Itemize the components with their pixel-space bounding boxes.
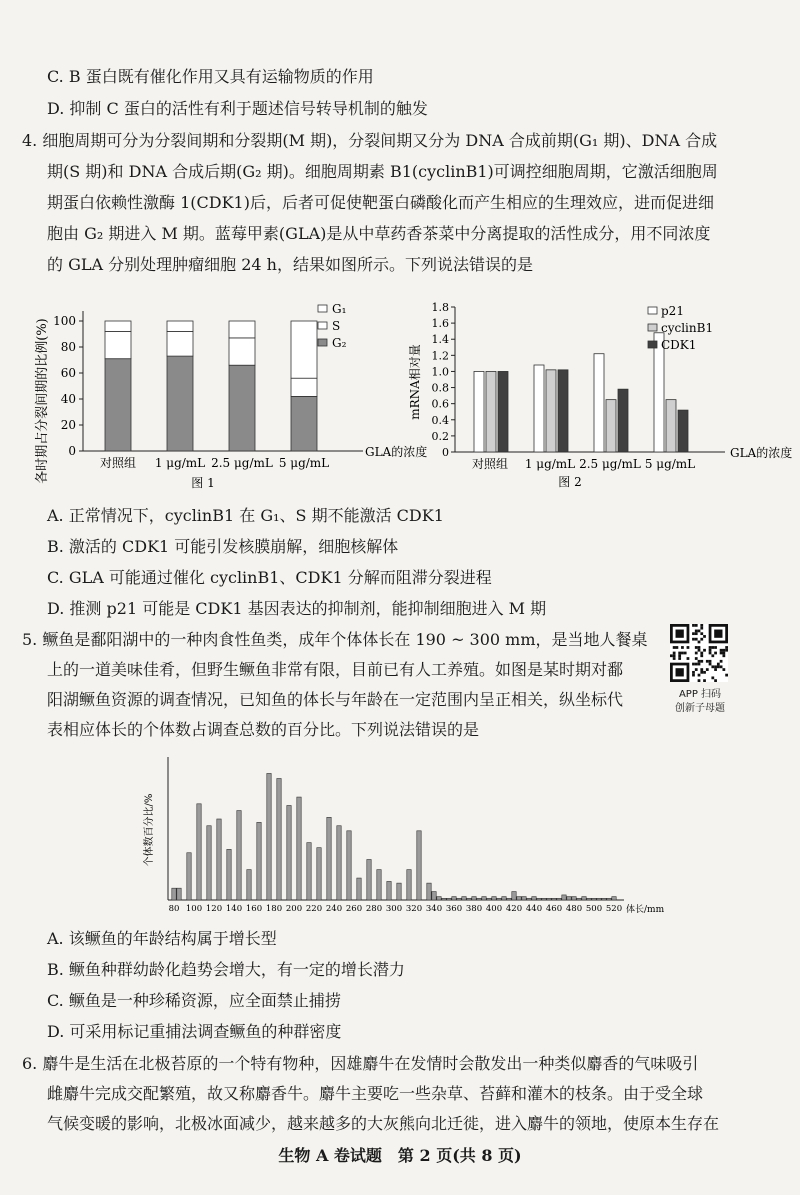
- q4-stem-line-1: 4. 细胞周期可分为分裂间期和分裂期(M 期)，分裂间期又分为 DNA 合成前期(G₁ 期)、DNA 合成: [22, 131, 718, 150]
- qr-module: [687, 657, 690, 660]
- qr-module: [692, 671, 695, 674]
- fig1-y-tick-label: 40: [60, 392, 76, 406]
- fig3-bar: [497, 898, 501, 900]
- fig3-bar: [507, 898, 511, 900]
- fig2-y-tick-label: 0.8: [431, 381, 449, 395]
- fig1-y-tick-label: 20: [60, 418, 76, 432]
- fig2-y-tick-label: 0: [442, 446, 449, 459]
- fig1-x-tick-label: 5 μg/mL: [278, 456, 330, 470]
- fig3-bar: [427, 883, 431, 900]
- qr-module: [706, 668, 709, 671]
- qr-module: [700, 632, 703, 635]
- fig3-bar: [562, 895, 566, 900]
- fig2-bar-cyclinB1: [666, 400, 676, 452]
- qr-module: [692, 632, 695, 635]
- qr-module: [681, 652, 684, 655]
- qr-module: [698, 679, 701, 682]
- qr-module: [720, 652, 723, 655]
- fig3-bar: [387, 881, 391, 900]
- qr-module: [714, 668, 717, 671]
- fig3-bar: [217, 819, 221, 900]
- q6-stem-line-3: 气候变暖的影响，北极冰面减少，越来越多的大灰熊向北迁徙，进入麝牛的领地，使原本生存在: [47, 1114, 720, 1133]
- fig3-bar: [597, 898, 601, 900]
- qr-module: [698, 674, 701, 677]
- fig3-bar: [557, 898, 561, 900]
- fig1-x-tick-label: 1 μg/mL: [154, 456, 206, 470]
- q5-option-b: B. 鳜鱼种群幼龄化趋势会增大，有一定的增长潜力: [47, 960, 405, 979]
- fig1-bar-S: [229, 338, 255, 365]
- page-footer: 生物 A 卷试题 第 2 页(共 8 页): [278, 1146, 522, 1165]
- fig3-bar: [592, 898, 596, 900]
- fig3-x-tick-label: 320: [405, 904, 423, 914]
- fig1-bar-S: [167, 331, 193, 356]
- fig3-bar: [537, 898, 541, 900]
- fig3-bar: [277, 779, 281, 901]
- qr-module: [709, 660, 712, 663]
- qr-module: [700, 660, 703, 663]
- fig1-y-tick-label: 80: [60, 340, 76, 354]
- qr-module: [695, 630, 698, 633]
- fig1-y-tick-label: 100: [53, 314, 76, 328]
- qr-module: [714, 665, 717, 668]
- qr-module: [695, 638, 698, 641]
- fig3-bar: [602, 898, 606, 900]
- fig3-x-label: 体长/mm: [626, 905, 665, 915]
- qr-code-icon[interactable]: [670, 624, 728, 682]
- fig3-bar: [247, 870, 251, 900]
- qr-module: [700, 627, 703, 630]
- fig3-y-label: 个体数百分比/%: [144, 793, 155, 867]
- qr-module: [673, 657, 676, 660]
- fig2-legend-label: cyclinB1: [661, 321, 714, 335]
- fig2-legend-swatch: [648, 324, 657, 331]
- fig3-bar: [267, 773, 271, 900]
- fig3-bar: [377, 870, 381, 900]
- qr-module: [725, 674, 728, 677]
- fig3-bar: [607, 898, 611, 900]
- fig3-bar: [397, 883, 401, 900]
- fig1-legend-label: S: [332, 319, 341, 333]
- qr-module: [720, 660, 723, 663]
- fig3-bar: [472, 897, 476, 900]
- fig3-bar: [177, 888, 181, 900]
- fig3-bar: [432, 892, 436, 900]
- fig1-x-tick-label: 对照组: [99, 456, 137, 470]
- qr-module: [678, 657, 681, 660]
- fig2-bar-CDK1: [678, 410, 688, 452]
- fig1-x-tick-label: 2.5 μg/mL: [211, 456, 273, 470]
- fig3-x-tick-label: 340: [425, 904, 443, 914]
- qr-module: [711, 665, 714, 668]
- qr-module: [687, 646, 690, 649]
- fig1-y-tick-label: 60: [60, 366, 76, 380]
- fig3-x-tick-label: 520: [605, 904, 623, 914]
- fig3-x-tick-label: 360: [445, 904, 463, 914]
- q5-option-c: C. 鳜鱼是一种珍稀资源，应全面禁止捕捞: [47, 991, 341, 1010]
- qr-module: [695, 663, 698, 666]
- fig1-bar-G₂: [229, 365, 255, 451]
- qr-module: [695, 646, 698, 649]
- fig3-bar: [317, 848, 321, 900]
- fig1-y-tick-label: 0: [68, 444, 76, 458]
- qr-module: [714, 679, 717, 682]
- fig3-bar: [482, 897, 486, 900]
- fig3-x-tick-label: 280: [365, 904, 383, 914]
- fig2-bar-CDK1: [498, 371, 508, 452]
- fig2-legend-swatch: [648, 307, 657, 314]
- fig3-bar: [467, 898, 471, 900]
- q6-stem-line-2: 雌麝牛完成交配繁殖，故又称麝香牛。麝牛主要吃一些杂草、苔藓和灌木的枝条。由于受全球: [47, 1084, 704, 1103]
- qr-module: [720, 665, 723, 668]
- qr-caption-line-2: 创新子母题: [675, 703, 725, 714]
- fig3-bar: [517, 897, 521, 900]
- qr-module: [714, 646, 717, 649]
- q4-stem-line-4: 胞由 G₂ 期进入 M 期。蓝莓甲素(GLA)是从中草药香茶菜中分离提取的活性成分，用不同浓度: [47, 224, 711, 243]
- qr-module: [709, 649, 712, 652]
- qr-finder-core: [714, 630, 722, 638]
- qr-caption-line-1: APP 扫码: [678, 689, 722, 700]
- fig2-bar-p21: [534, 365, 544, 452]
- fig1-bar-G₂: [105, 359, 131, 451]
- fig1-legend-swatch: [318, 339, 327, 346]
- fig3-bar: [207, 826, 211, 900]
- fig1-bar-S: [291, 378, 317, 396]
- fig3-bar: [587, 898, 591, 900]
- q4-option-a: A. 正常情况下，cyclinB1 在 G₁、S 期不能激活 CDK1: [47, 506, 444, 525]
- fig2-bar-p21: [474, 371, 484, 452]
- qr-module: [709, 652, 712, 655]
- fig3-bar: [367, 860, 371, 901]
- q4-stem-line-3: 期蛋白依赖性激酶 1(CDK1)后，后者可促使靶蛋白磷酸化而产生相应的生理效应，进而促进细: [47, 193, 714, 212]
- fig3-x-tick-label: 460: [545, 904, 563, 914]
- qr-module: [722, 654, 725, 657]
- fig2-bar-cyclinB1: [486, 371, 496, 452]
- q5-option-a: A. 该鳜鱼的年龄结构属于增长型: [47, 929, 277, 948]
- qr-module: [709, 646, 712, 649]
- qr-module: [717, 663, 720, 666]
- qr-module: [700, 654, 703, 657]
- fig1-bar-G₁: [291, 321, 317, 378]
- fig3-bar: [522, 897, 526, 900]
- qr-module: [700, 652, 703, 655]
- fig3-x-tick-label: 500: [585, 904, 603, 914]
- qr-module: [703, 635, 706, 638]
- qr-module: [676, 646, 679, 649]
- qr-module: [698, 649, 701, 652]
- qr-finder-core: [676, 668, 684, 676]
- qr-module: [709, 663, 712, 666]
- fig3-bar: [417, 831, 421, 900]
- fig2-x-tick-label: 1 μg/mL: [524, 457, 576, 471]
- qr-module: [695, 624, 698, 627]
- qr-module: [695, 668, 698, 671]
- qr-module: [717, 665, 720, 668]
- fig2-bar-CDK1: [618, 389, 628, 452]
- qr-module: [711, 654, 714, 657]
- fig3-bar: [552, 898, 556, 900]
- q5-stem-line-1: 5. 鳜鱼是鄱阳湖中的一种肉食性鱼类，成年个体体长在 190 ~ 300 mm，是当地人餐桌: [22, 630, 648, 649]
- fig1-bar-G₁: [105, 321, 131, 331]
- fig3-bar: [442, 898, 446, 900]
- qr-module: [703, 679, 706, 682]
- qr-module: [711, 646, 714, 649]
- fig3-bar: [582, 897, 586, 900]
- fig3-bar: [502, 897, 506, 900]
- figure-2-chart: [405, 290, 793, 500]
- qr-module: [725, 649, 728, 652]
- fig3-x-tick-label: 240: [325, 904, 343, 914]
- fig3-bar: [287, 806, 291, 901]
- fig3-bar: [172, 888, 176, 900]
- fig3-x-tick-label: 480: [565, 904, 583, 914]
- fig2-x-label: GLA的浓度: [730, 446, 793, 460]
- fig3-bar: [457, 898, 461, 900]
- fig3-bar: [407, 870, 411, 900]
- fig2-y-tick-label: 0.6: [431, 397, 449, 411]
- qr-module: [698, 641, 701, 644]
- qr-module: [695, 632, 698, 635]
- fig2-legend-label: CDK1: [661, 338, 697, 352]
- fig2-bar-cyclinB1: [606, 400, 616, 452]
- fig3-bar: [577, 898, 581, 900]
- fig1-bar-G₂: [291, 396, 317, 451]
- fig3-bar: [357, 878, 361, 900]
- fig3-bar: [612, 897, 616, 900]
- fig2-y-tick-label: 1.0: [431, 365, 449, 379]
- qr-module: [673, 646, 676, 649]
- q4-stem-line-5: 的 GLA 分别处理肿瘤细胞 24 h，结果如图所示。下列说法错误的是: [47, 255, 533, 274]
- qr-module: [698, 663, 701, 666]
- qr-module: [692, 638, 695, 641]
- fig2-bar-cyclinB1: [546, 370, 556, 452]
- fig3-x-tick-label: 400: [485, 904, 503, 914]
- qr-module: [695, 657, 698, 660]
- qr-module: [706, 660, 709, 663]
- fish-length-histogram: [140, 745, 665, 920]
- qr-module: [700, 671, 703, 674]
- qr-module: [678, 652, 681, 655]
- fig1-title: 图 1: [191, 476, 215, 490]
- fig3-x-tick-label: 140: [225, 904, 243, 914]
- q4-option-d: D. 推测 p21 可能是 CDK1 基因表达的抑制剂，能抑制细胞进入 M 期: [47, 599, 547, 618]
- fig3-bar: [237, 811, 241, 900]
- fig3-x-tick-label: 300: [385, 904, 403, 914]
- fig3-x-tick-label: 200: [285, 904, 303, 914]
- qr-module: [703, 671, 706, 674]
- fig1-bar-G₂: [167, 356, 193, 451]
- qr-module: [692, 624, 695, 627]
- fig2-x-tick-label: 5 μg/mL: [644, 457, 696, 471]
- qr-module: [700, 638, 703, 641]
- qr-module: [700, 668, 703, 671]
- fig3-x-tick-label: 380: [465, 904, 483, 914]
- fig3-bar: [477, 898, 481, 900]
- fig3-bar: [227, 849, 231, 900]
- fig3-bar: [337, 826, 341, 900]
- qr-module: [698, 660, 701, 663]
- fig2-y-tick-label: 1.6: [431, 317, 449, 331]
- fig3-x-tick-label: 440: [525, 904, 543, 914]
- qr-module: [698, 646, 701, 649]
- fig3-x-tick-label: 180: [265, 904, 283, 914]
- fig3-x-tick-label: 80: [168, 904, 180, 914]
- fig2-y-tick-label: 0.4: [431, 413, 449, 427]
- fig3-bar: [347, 831, 351, 900]
- fig1-bar-G₁: [167, 321, 193, 331]
- qr-module: [681, 646, 684, 649]
- fig3-x-tick-label: 420: [505, 904, 523, 914]
- fig3-bar: [452, 897, 456, 900]
- fig3-bar: [327, 817, 331, 900]
- qr-module: [720, 649, 723, 652]
- qr-module: [670, 654, 673, 657]
- fig1-legend-swatch: [318, 322, 327, 329]
- q5-option-d: D. 可采用标记重捕法调查鳜鱼的种群密度: [47, 1022, 342, 1041]
- fig1-legend-swatch: [318, 305, 327, 312]
- qr-module: [714, 652, 717, 655]
- q3-option-c: C. B 蛋白既有催化作用又具有运输物质的作用: [47, 67, 374, 86]
- fig2-x-tick-label: 2.5 μg/mL: [579, 457, 641, 471]
- fig2-x-tick-label: 对照组: [471, 457, 509, 471]
- qr-module: [698, 630, 701, 633]
- fig2-y-tick-label: 1.8: [431, 301, 449, 314]
- qr-module: [684, 652, 687, 655]
- qr-module: [722, 668, 725, 671]
- q3-option-d: D. 抑制 C 蛋白的活性有利于题述信号转导机制的触发: [47, 99, 428, 118]
- fig3-x-tick-label: 260: [345, 904, 363, 914]
- fig1-x-label: GLA的浓度: [365, 445, 428, 459]
- qr-module: [692, 663, 695, 666]
- q5-stem-line-2: 上的一道美味佳肴，但野生鳜鱼非常有限，目前已有人工养殖。如图是某时期对鄱: [47, 660, 624, 679]
- qr-module: [703, 649, 706, 652]
- fig3-bar: [547, 898, 551, 900]
- fig3-x-tick-label: 120: [205, 904, 223, 914]
- fig3-x-tick-label: 100: [185, 904, 203, 914]
- fig2-legend-swatch: [648, 341, 657, 348]
- fig3-bar: [572, 897, 576, 900]
- fig3-x-tick-label: 160: [245, 904, 263, 914]
- qr-module: [673, 654, 676, 657]
- fig3-bar: [512, 892, 516, 900]
- qr-finder-core: [676, 630, 684, 638]
- fig2-legend-label: p21: [661, 304, 684, 318]
- fig2-y-tick-label: 0.2: [431, 429, 449, 443]
- q4-option-b: B. 激活的 CDK1 可能引发核膜崩解，细胞核解体: [47, 537, 399, 556]
- qr-module: [711, 676, 714, 679]
- fig3-bar: [307, 843, 311, 900]
- fig1-bar-G₁: [229, 321, 255, 338]
- q4-stem-line-2: 期(S 期)和 DNA 合成后期(G₂ 期)。细胞周期素 B1(cyclinB1)可调控细胞周期，它激活细胞周: [47, 162, 718, 181]
- q5-stem-line-3: 阳湖鳜鱼资源的调查情况，已知鱼的体长与年龄在一定范围内呈正相关，纵坐标代: [47, 690, 624, 709]
- fig3-bar: [527, 898, 531, 900]
- fig3-bar: [257, 822, 261, 900]
- q5-stem-line-4: 表相应体长的个体数占调查总数的百分比。下列说法错误的是: [47, 720, 480, 739]
- qr-module: [695, 652, 698, 655]
- q6-stem-line-1: 6. 麝牛是生活在北极苔原的一个特有物种，因雄麝牛在发情时会散发出一种类似麝香的气味吸引: [22, 1054, 699, 1073]
- fig3-bar: [187, 853, 191, 900]
- fig1-y-label: 各时期占分裂间期的比例(%): [35, 318, 50, 484]
- qr-module: [722, 649, 725, 652]
- qr-module: [692, 674, 695, 677]
- qr-module: [678, 654, 681, 657]
- fig3-bar: [532, 897, 536, 900]
- qr-module: [722, 652, 725, 655]
- fig3-x-tick-label: 220: [305, 904, 323, 914]
- fig3-bar: [567, 897, 571, 900]
- fig2-title: 图 2: [558, 475, 582, 489]
- qr-module: [673, 652, 676, 655]
- fig2-y-tick-label: 1.4: [431, 333, 449, 347]
- fig3-bar: [487, 898, 491, 900]
- fig3-bar: [542, 898, 546, 900]
- fig3-bar: [462, 897, 466, 900]
- qr-module: [725, 646, 728, 649]
- q4-option-c: C. GLA 可能通过催化 cyclinB1、CDK1 分解而阻滞分裂进程: [47, 568, 492, 587]
- fig2-y-tick-label: 1.2: [431, 349, 449, 363]
- fig3-bar: [297, 797, 301, 900]
- qr-module: [700, 624, 703, 627]
- fig1-legend-label: G₂: [332, 336, 347, 350]
- fig2-bar-CDK1: [558, 370, 568, 452]
- fig3-bar: [197, 804, 201, 900]
- fig2-bar-p21: [594, 354, 604, 452]
- fig3-bar: [437, 897, 441, 900]
- fig1-bar-S: [105, 331, 131, 358]
- fig3-bar: [492, 897, 496, 900]
- fig3-bar: [447, 898, 451, 900]
- fig1-legend-label: G₁: [332, 302, 347, 316]
- fig2-y-label: mRNA相对量: [408, 344, 422, 420]
